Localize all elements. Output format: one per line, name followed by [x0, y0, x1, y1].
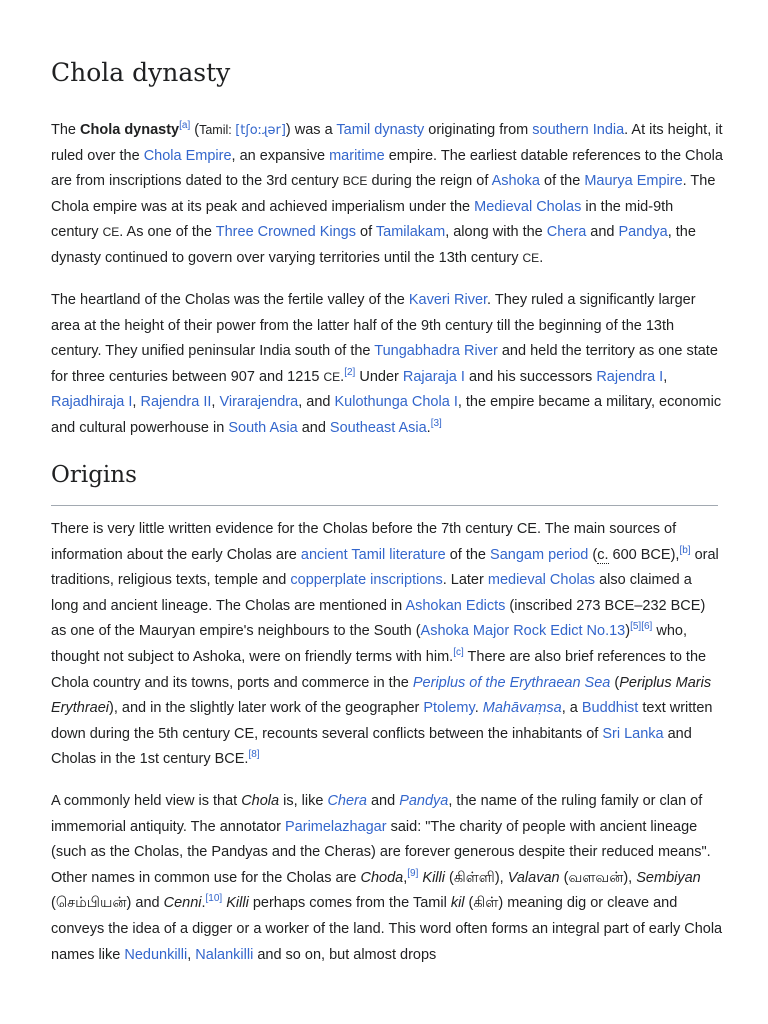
text: Under — [355, 368, 403, 385]
citation-link[interactable]: [a] — [179, 120, 191, 132]
link-maritime[interactable]: maritime — [329, 147, 385, 164]
text: empire. The earliest datable references to the Chola are from inscriptions dated to the 3rd century — [51, 147, 723, 190]
section-heading-origins: Origins — [51, 462, 137, 488]
citation-link[interactable]: [2] — [344, 366, 356, 378]
link-parimelazhagar[interactable]: Parimelazhagar — [285, 818, 387, 835]
text: and Cholas in the 1st century BCE. — [51, 725, 692, 768]
text: , the name of the ruling family or clan of immemorial antiquity. The annotator — [51, 793, 703, 835]
text: and — [586, 224, 619, 241]
text: . At its height, it ruled over the — [51, 122, 723, 164]
link-rajaraja-i[interactable]: Rajaraja I — [402, 368, 465, 385]
page-title: Chola dynasty — [51, 58, 231, 87]
link-chera[interactable]: Chera — [546, 224, 587, 241]
text: . They ruled a significantly larger area at the height of their power from the latter half of the 9th century till the beginning of the 13th century. They unified peninsular India south of the — [51, 292, 696, 360]
text: The — [51, 122, 81, 138]
tamil-label: Tamil: — [199, 123, 236, 137]
citation-link[interactable]: [10] — [205, 893, 223, 905]
text: , and — [298, 394, 335, 411]
text: (கிள்) meaning dig or cleave and conveys the idea of a digger or a worker of the land. This word often forms an integral part of early Chola names like — [51, 895, 723, 963]
citation-link[interactable]: [6] — [641, 621, 653, 633]
lead-paragraph-1 — [51, 118, 723, 272]
link-tungabhadra-river[interactable]: Tungabhadra River — [374, 343, 498, 360]
link-ptolemy[interactable]: Ptolemy — [423, 700, 475, 717]
link-medieval-cholas-2[interactable]: medieval Cholas — [487, 572, 596, 589]
italic-term: Killi — [422, 869, 445, 886]
section-divider — [51, 505, 718, 506]
citation-link[interactable]: [3] — [430, 418, 442, 430]
text: , a — [561, 700, 582, 717]
text: 600 BCE), — [608, 546, 680, 563]
link-ashokan-edicts[interactable]: Ashokan Edicts — [405, 597, 506, 614]
text: ( — [588, 546, 598, 563]
citation-note-b[interactable] — [679, 545, 690, 556]
text: . Later — [442, 572, 488, 589]
link-sangam-period[interactable]: Sangam period — [490, 546, 589, 563]
link-nalankilli[interactable]: Nalankilli — [195, 946, 254, 963]
text: of the — [539, 173, 585, 190]
link-sri-lanka[interactable]: Sri Lanka — [602, 725, 664, 742]
text: . — [426, 419, 431, 436]
link-mahavamsa[interactable]: Mahāvaṃsa — [482, 700, 562, 717]
link-pandya[interactable]: Pandya — [618, 224, 668, 241]
italic-term: Cenni — [163, 895, 202, 912]
link-kaveri-river[interactable]: Kaveri River — [408, 292, 488, 308]
text: (inscribed 273 BCE–232 BCE) as one of the Mauryan empire's neighbours to the South ( — [51, 597, 706, 640]
text: , — [403, 869, 408, 886]
text: and — [366, 793, 400, 809]
text: (செம்பியன்) and — [51, 895, 164, 912]
text: and — [297, 419, 330, 436]
text: . — [539, 249, 544, 266]
citation-9[interactable] — [407, 868, 418, 879]
link-nedunkilli[interactable]: Nedunkilli — [124, 946, 188, 963]
text: oral traditions, religious texts, temple and — [51, 546, 719, 589]
link-kulothunga-chola-i[interactable]: Kulothunga Chola I — [334, 394, 458, 411]
link-rajendra-i[interactable]: Rajendra I — [596, 368, 664, 385]
link-tamil-dynasty[interactable]: Tamil dynasty — [336, 122, 425, 138]
text: during the reign of — [367, 173, 492, 190]
text: also claimed a long and ancient lineage. The Cholas are mentioned in — [51, 572, 692, 614]
text: and his successors — [464, 368, 597, 385]
citation-link[interactable]: [8] — [248, 749, 260, 761]
text: , — [663, 368, 668, 385]
circa-abbr: c. — [597, 546, 609, 563]
text: said: "The charity of people with ancient lineage (such as the Cholas, the Pandyas and the Cheras) are forever generous despite their reduced means". Other names in common use for the Cholas are — [51, 818, 711, 886]
text: originating from — [424, 122, 533, 138]
text: . The Chola empire was at its peak and achieved imperialism under the — [51, 173, 716, 215]
text: of the — [445, 546, 491, 563]
text: who, thought not subject to Ashoka, were on friendly terms with him. — [51, 623, 687, 665]
text: . — [201, 895, 206, 912]
text: A commonly held view is that — [51, 793, 242, 809]
text: (வளவன்), — [559, 869, 637, 886]
italic-term: Chola — [241, 793, 280, 809]
link-ancient-tamil-literature[interactable]: ancient Tamil literature — [300, 546, 446, 563]
citation-link[interactable]: [5] — [630, 621, 642, 633]
link-rajendra-ii[interactable]: Rajendra II — [140, 394, 212, 411]
citation-6[interactable] — [641, 622, 652, 633]
text: . — [340, 368, 345, 385]
lead-paragraph-2 — [51, 288, 723, 442]
link-copperplate-inscriptions[interactable]: copperplate inscriptions — [290, 572, 443, 589]
text: and so on, but almost drops — [253, 946, 437, 963]
text: ) — [625, 623, 631, 640]
link-three-crowned-kings[interactable]: Three Crowned Kings — [215, 224, 356, 241]
text: . As one of the — [119, 224, 216, 241]
era-abbr: BCE — [342, 174, 368, 189]
text: of — [356, 224, 376, 241]
italic-term: Periplus Maris Erythraei — [51, 674, 712, 717]
link-virarajendra[interactable]: Virarajendra — [219, 394, 299, 411]
italic-term: Valavan — [507, 869, 560, 886]
link-ashoka[interactable]: Ashoka — [491, 173, 540, 190]
bold-term: Chola dynasty — [80, 122, 180, 138]
citation-note-a[interactable] — [179, 120, 190, 131]
citation-10[interactable] — [206, 894, 223, 905]
link-ashoka-rock-edict[interactable]: Ashoka Major Rock Edict No.13 — [420, 623, 626, 640]
link-pandya-2[interactable]: Pandya — [399, 793, 449, 809]
origins-paragraph-1 — [51, 517, 723, 773]
text: ), and in the slightly later work of the geographer — [109, 700, 424, 717]
citation-link[interactable]: [9] — [407, 867, 419, 879]
era-abbr: CE — [522, 250, 540, 265]
citation-link[interactable]: [c] — [453, 647, 464, 659]
text: . — [474, 700, 483, 717]
text: is, like — [279, 793, 328, 809]
origins-paragraph-2 — [51, 789, 723, 968]
link-chera-2[interactable]: Chera — [327, 793, 367, 809]
link-buddhist[interactable]: Buddhist — [581, 700, 639, 717]
text: There is very little written evidence for the Cholas before the 7th century CE. The main sources of information about the early Cholas are — [51, 521, 677, 563]
text: and held the territory as one state for three centuries between 907 and 1215 — [51, 343, 718, 385]
citation-8[interactable] — [248, 750, 259, 761]
citation-3[interactable] — [431, 418, 442, 429]
text: in the mid-9th century — [51, 198, 674, 241]
link-southeast-asia[interactable]: Southeast Asia — [329, 419, 427, 436]
italic-term: Sembiyan — [636, 869, 701, 886]
italic-term: Killi — [226, 895, 249, 912]
text: ( — [190, 122, 200, 138]
text: , the empire became a military, economic and cultural powerhouse in — [51, 394, 722, 436]
text: , along with the — [445, 224, 547, 241]
link-periplus[interactable]: Periplus of the Erythraean Sea — [412, 674, 611, 691]
citation-5[interactable] — [630, 622, 641, 633]
citation-2[interactable] — [344, 367, 355, 378]
citation-link[interactable]: [b] — [679, 544, 691, 556]
text: ( — [610, 674, 620, 691]
text: There are also brief references to the Chola country and its towns, ports and commerce in the — [51, 648, 707, 691]
text: ) was a — [285, 122, 337, 138]
italic-term: kil — [450, 895, 465, 912]
text: , — [132, 394, 141, 411]
link-maurya-empire[interactable]: Maurya Empire — [584, 173, 683, 190]
link-medieval-cholas[interactable]: Medieval Cholas — [474, 198, 582, 215]
text: (கிள்ளி), — [444, 869, 508, 886]
text: , — [187, 946, 196, 963]
text: , the dynasty continued to govern over varying territories until the 13th century — [51, 224, 696, 266]
era-abbr: CE — [323, 369, 341, 384]
link-tamilakam[interactable]: Tamilakam — [375, 224, 446, 241]
link-south-asia[interactable]: South Asia — [228, 419, 298, 436]
italic-term: Choda — [360, 869, 404, 886]
link-southern-india[interactable]: southern India — [532, 122, 625, 138]
text: , an expansive — [231, 147, 330, 164]
ipa-link[interactable]: [tʃoːɻər] — [235, 123, 286, 138]
text: The heartland of the Cholas was the fertile valley of the — [51, 292, 409, 308]
link-rajadhiraja-i[interactable]: Rajadhiraja I — [51, 394, 133, 411]
text: perhaps comes from the Tamil — [248, 895, 451, 912]
text: text written down during the 5th century CE, recounts several conflicts between the inhabitants of — [51, 700, 713, 742]
era-abbr: CE — [102, 225, 120, 240]
link-chola-empire[interactable]: Chola Empire — [143, 147, 232, 164]
text: , — [211, 394, 220, 411]
citation-note-c[interactable] — [453, 647, 464, 658]
